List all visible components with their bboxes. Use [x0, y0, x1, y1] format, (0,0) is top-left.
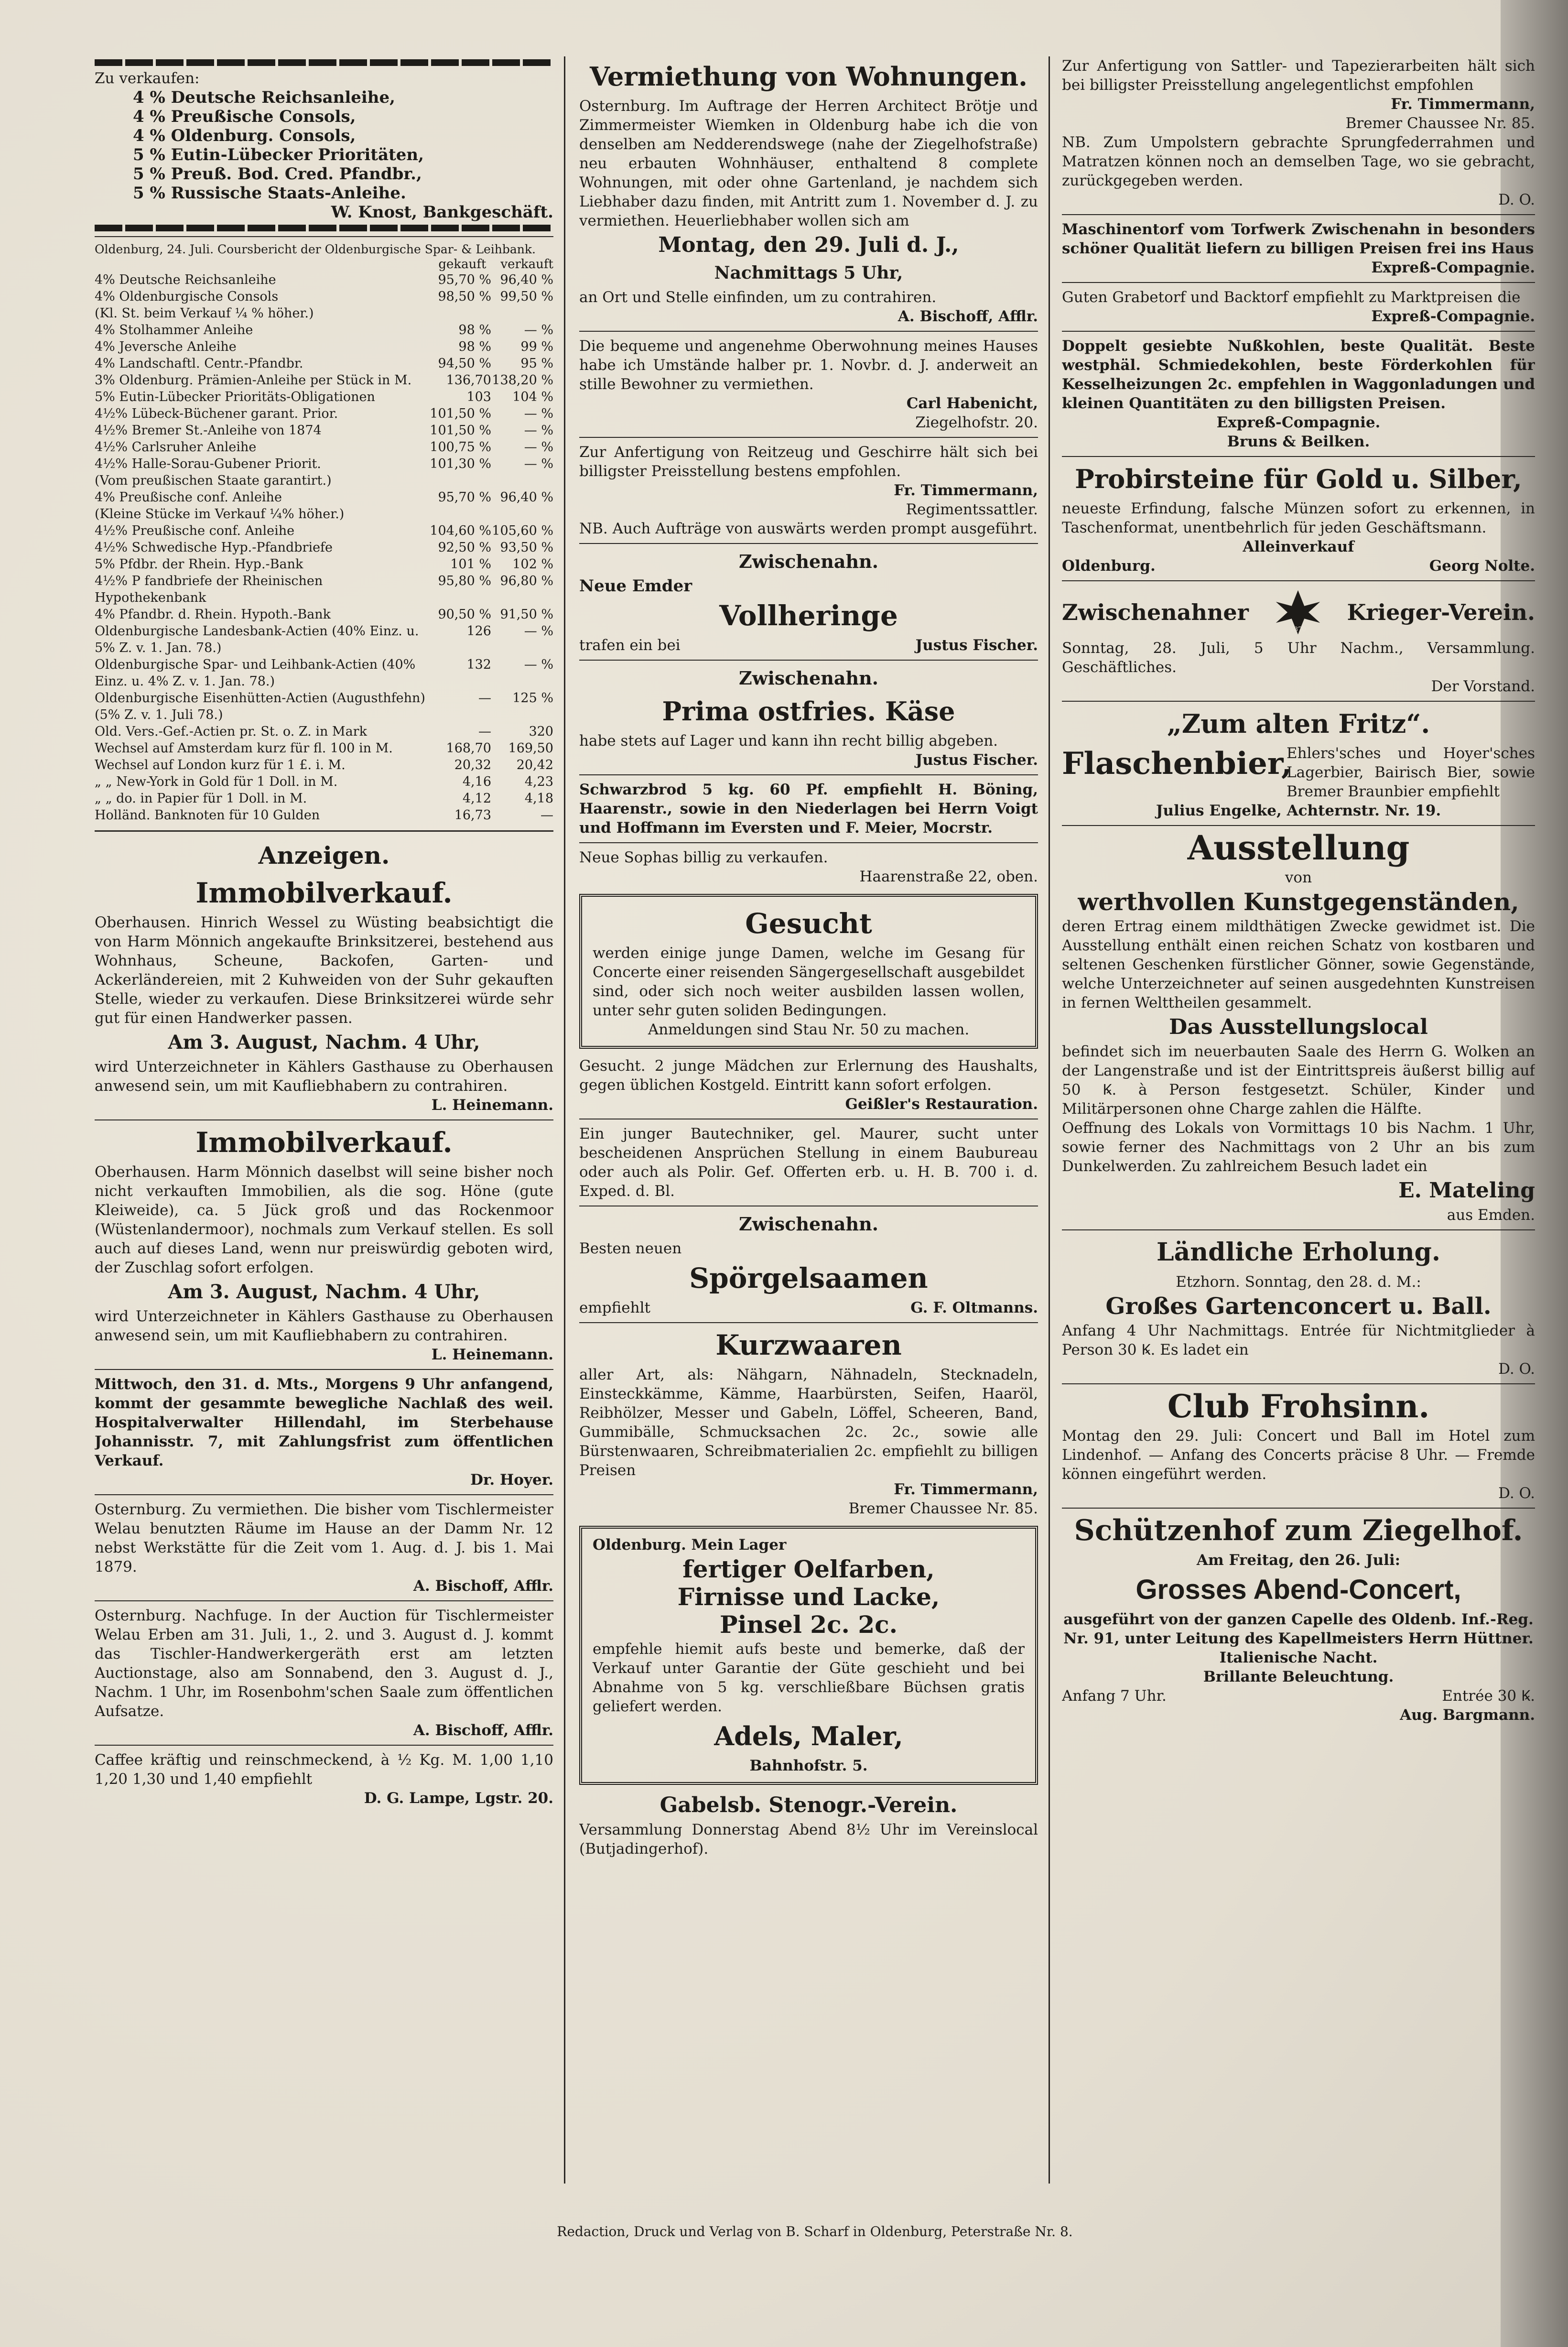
ad-title: Immobilverkauf. [195, 877, 453, 909]
table-row [95, 355, 553, 372]
table-cell-bought: 20,32 [454, 758, 491, 772]
table-cell-name: 4½% Lübeck-Büchener garant. Prior. [95, 406, 338, 421]
ad-title: Vollheringe [719, 599, 898, 632]
table-cell-name: (Kleine Stücke im Verkauf ¼% höher.) [95, 507, 345, 522]
ad-text: Sonntag, 28. Juli, 5 Uhr Nachm., Versammlung. Geschäftliches. [1062, 640, 1535, 676]
table-row [95, 422, 553, 439]
table-row [95, 288, 553, 305]
ad-title: Großes Gartenconcert u. Ball. [1105, 1293, 1492, 1320]
kurs-title: Oldenburg, 24. Juli. Coursbericht der Oldenburgische Spar- & Leihbank. [95, 242, 536, 256]
ad-text: aller Art, als: Nähgarn, Nähnadeln, Stecknadeln, Einsteckkämme, Kämme, Haarbürsten, Seifen, Haaröl, Reibhölzer, Messer und Gabeln, Löffel, Scheeren, Band, Gummibälle, Schmucksachen 2c. 2c., sowie alle Bürstenwaaren, Schreibmaterialien 2c. empfiehlt zu billigen Preisen [579, 1366, 1038, 1479]
divider [579, 660, 1038, 661]
table-cell-name: 5% Eutin-Lübecker Prioritäts-Obligationen [95, 390, 375, 404]
divider [95, 830, 553, 832]
signature-address: aus Emden. [1447, 1206, 1535, 1224]
signature: Expreß-Compagnie. [1216, 414, 1381, 431]
iron-cross-icon [1272, 586, 1324, 639]
divider [579, 774, 1038, 775]
ad-line [1062, 556, 1535, 576]
ad-title: Vermiethung von Wohnungen. [590, 61, 1027, 92]
list-item: 4 % Preußische Consols, [133, 107, 356, 126]
imprint-footer: Redaction, Druck und Verlag von B. Scharf in Oldenburg, Peterstraße Nr. 8. [557, 2224, 1073, 2239]
column-1 [95, 56, 553, 2179]
ad-subtitle: Das Ausstellungslocal [1169, 1015, 1428, 1039]
table-cell-name: 4% Jeversche Anleihe [95, 339, 237, 354]
signature: A. Bischoff, Afflr. [413, 1722, 553, 1739]
ad-text: Anfang 4 Uhr Nachmittags. Entrée für Nichtmitglieder à Person 30 Ꝃ. Es ladet ein [1062, 1322, 1535, 1358]
table-row [95, 790, 553, 807]
ad-box [579, 894, 1038, 1049]
ad-text: Oeffnung des Lokals von Vormittags 10 bis Nachm. 1 Uhr, sowie ferner des Nachmittags von 2 Uhr an bis zum Dunkelwerden. Zu zahlreichem Besuch ladet ein [1062, 1119, 1535, 1175]
list-item: 5 % Russische Staats-Anleihe. [133, 184, 406, 203]
table-cell-bought: 101,30 % [430, 456, 491, 471]
divider [1062, 282, 1535, 283]
ad-text: Zur Anfertigung von Sattler- und Tapezierarbeiten hält sich bei billigster Preisstellung angelegentlichst empfohlen [1062, 57, 1535, 94]
table-row [95, 305, 553, 322]
table-row [95, 506, 553, 522]
table-cell-sold: — [541, 808, 553, 823]
table-row [95, 322, 553, 338]
table-cell-sold: 125 % [512, 691, 553, 706]
table-cell-sold: 95 % [520, 356, 553, 371]
table-cell-name: Holländ. Banknoten für 10 Gulden [95, 808, 320, 823]
table-cell-bought: 126 [466, 624, 491, 639]
divider [95, 1600, 553, 1601]
table-row [95, 556, 553, 573]
krieger-header [1062, 586, 1535, 639]
divider [1062, 331, 1535, 332]
ad-text: Ein junger Bautechniker, gel. Maurer, sucht unter bescheidenen Ansprüchen Stellung in einem Baubureau oder auch als Polir. Gef. Offerten erb. u. H. B. 700 i. d. Exped. d. Bl. [579, 1125, 1038, 1200]
ad-text: Entrée 30 Ꝃ. [1442, 1687, 1535, 1705]
table-cell-name: Oldenburgische Spar- und Leihbank-Actien (40% Einz. u. 4% Z. v. 1. Jan. 78.) [95, 657, 416, 689]
ad-text: an Ort und Stelle einfinden, um zu contrahiren. [579, 289, 937, 306]
divider [1062, 456, 1535, 457]
ad-text: Anmeldungen sind Stau Nr. 50 zu machen. [648, 1021, 970, 1038]
table-cell-sold: 4,23 [524, 774, 553, 789]
ad-text: Oldenburg. Mein Lager [593, 1536, 787, 1554]
table-row [95, 773, 553, 790]
table-row [95, 723, 553, 740]
table-cell-bought [429, 506, 491, 522]
table-row [95, 405, 553, 422]
ad-title: Schützenhof zum Ziegelhof. [1074, 1514, 1523, 1547]
ad-text: Osternburg. Zu vermiethen. Die bisher vom Tischlermeister Welau benutzten Räume im Hause an der Damm Nr. 12 nebst Werkstätte für die Zeit vom 1. Aug. d. J. bis 1. Mai 1879. [95, 1501, 553, 1576]
table-cell-sold [491, 506, 553, 522]
ad-text: Guten Grabetorf und Backtorf empfiehlt zu Marktpreisen die [1062, 289, 1521, 306]
ad-text: deren Ertrag einem mildthätigen Zwecke gewidmet ist. Die Ausstellung enthält einen reichen Schatz von kostbaren und seltenen Geschenken fürstlicher Gönner, sowie Gegenstände, welche Unterzeichneter auf seinen ausgedehnten Kunstreisen in fernen Welttheilen gesammelt. [1062, 918, 1535, 1011]
table-cell-sold: 20,42 [516, 758, 553, 772]
list-item: 4 % Deutsche Reichsanleihe, [133, 88, 395, 107]
table-cell-name: 4% Deutsche Reichsanleihe [95, 272, 276, 287]
signature: E. Mateling [1398, 1178, 1535, 1203]
table-row [95, 807, 553, 824]
divider [1062, 214, 1535, 215]
divider [95, 1369, 553, 1370]
divider [95, 1119, 553, 1120]
ad-text: wird Unterzeichneter in Kählers Gasthause zu Oberhausen anwesend sein, um mit Kaufliebhabern zu contrahiren. [95, 1308, 553, 1344]
table-row [95, 472, 553, 489]
signature-address: Bahnhofstr. 5. [749, 1757, 868, 1774]
column-2 [579, 56, 1038, 2179]
signature: Fr. Timmermann, [894, 482, 1038, 499]
ad-text: Mittwoch, den 31. d. Mts., Morgens 9 Uhr anfangend, kommt der gesammte bewegliche Nachlaß des weil. Hospitalverwalter Hillendahl, im Sterbehause Johannisstr. 7, mit Zahlungsfrist zum öffentlichen Verkauf. [95, 1376, 553, 1469]
ad-title: Gesucht [745, 907, 872, 940]
ad-date: Am Freitag, den 26. Juli: [1196, 1552, 1401, 1569]
ad-title: Probirsteine für Gold u. Silber, [1075, 464, 1522, 494]
table-cell-bought: 103 [466, 390, 491, 404]
ad-line [1062, 1686, 1535, 1706]
table-cell-name: 4% Preußische conf. Anleihe [95, 490, 282, 505]
ad-box [579, 1526, 1038, 1785]
signature: Fr. Timmermann, [894, 1481, 1038, 1498]
divider [95, 1745, 553, 1746]
signature: Bruns & Beilken. [1227, 433, 1370, 450]
table-row [95, 740, 553, 757]
ad-title: Grosses Abend-Concert, [1135, 1574, 1461, 1605]
signature: L. Heinemann. [431, 1346, 553, 1363]
ad-title: Ländliche Erholung. [1157, 1238, 1440, 1267]
table-cell-sold: 105,60 % [492, 523, 553, 538]
ad-text: Zur Anfertigung von Reitzeug und Geschirre hält sich bei billigster Preisstellung bestens empfohlen. [579, 444, 1038, 480]
table-row [95, 372, 553, 389]
list-item: 4 % Oldenburg. Consols, [133, 126, 356, 145]
table-cell-bought [429, 305, 491, 322]
signature: Fr. Timmermann, [1391, 96, 1535, 113]
ad-text: Etzhorn. Sonntag, den 28. d. M.: [1176, 1273, 1421, 1291]
ad-text: Ehlers'sches und Hoyer'sches Lagerbier, Bairisch Bier, sowie Bremer Braunbier empfiehlt [1287, 745, 1535, 800]
table-cell-bought: 104,60 % [430, 523, 491, 538]
signature-role: Regimentssattler. [906, 501, 1038, 518]
ad-text: Oberhausen. Hinrich Wessel zu Wüsting beabsichtigt die von Harm Mönnich angekaufte Brinksitzerei, bestehend aus Wohnhaus, Scheune, Backofen, Garten- und Ackerländereien, mit 2 Kuhweiden von der Suhr gekauften Stelle, wieder zu verkaufen. Diese Brinksitzerei würde sehr gut für einen Handwerker passen. [95, 914, 553, 1027]
ad-text: befindet sich im neuerbauten Saale des Herrn G. Wolken an der Langenstraße und ist der Eintrittspreis äußerst billig auf 50 Ꝃ. à Person festgesetzt. Schüler, Kinder und Militärpersonen ohne Charge zahlen die Hälfte. [1062, 1043, 1535, 1118]
table-cell-name: 4% Stolhammer Anleihe [95, 323, 253, 337]
divider [95, 1494, 553, 1495]
section-title: Anzeigen. [258, 841, 390, 869]
list-item: 5 % Preuß. Bod. Cred. Pfandbr., [133, 164, 422, 184]
table-cell-bought: 98,50 % [438, 289, 491, 304]
ad-date: Am 3. August, Nachm. 4 Uhr, [168, 1281, 480, 1303]
table-cell-bought: — [478, 691, 491, 706]
table-cell-name: (Kl. St. beim Verkauf ¼ % höher.) [95, 306, 314, 321]
ad-text: Doppelt gesiebte Nußkohlen, beste Qualität. Beste westphäl. Schmiedekohlen, beste Förderkohlen für Kesselheizungen 2c. empfehlen in Waggonladungen und kleinen Quantitäten zu den billigsten Preisen. [1062, 337, 1535, 412]
signature: Haarenstraße 22, oben. [859, 868, 1038, 885]
kurs-head-sold: verkauft [500, 257, 553, 272]
table-cell-name: 4% Oldenburgische Consols [95, 289, 279, 304]
ad-title: Flaschenbier, [1062, 746, 1292, 782]
ad-time: Nachmittags 5 Uhr, [714, 263, 903, 283]
table-cell-bought: 90,50 % [438, 607, 491, 622]
ad-title: Firnisse und Lacke, [677, 1583, 940, 1611]
table-cell-bought: 101 % [450, 557, 491, 572]
kurs-table [95, 272, 553, 824]
ad-text: wird Unterzeichneter in Kählers Gasthause zu Oberhausen anwesend sein, um mit Kaufliebhabern zu contrahiren. [95, 1058, 553, 1095]
table-cell-sold: — % [524, 406, 553, 421]
table-cell-name: Oldenburgische Eisenhütten-Actien (Augusthfehn) (5% Z. v. 1. Juli 78.) [95, 691, 425, 722]
signature: Expreß-Compagnie. [1371, 308, 1535, 325]
table-cell-name: Old. Vers.-Gef.-Actien pr. St. o. Z. in Mark [95, 724, 367, 739]
divider [1062, 580, 1535, 581]
ad-title: Ausstellung [1187, 828, 1410, 868]
decorative-rule [95, 225, 553, 231]
ad-title: Zwischenahner [1062, 599, 1249, 625]
signature: D. O. [1498, 191, 1535, 208]
table-cell-name: 4½% Bremer St.-Anleihe von 1874 [95, 423, 322, 438]
divider [579, 331, 1038, 332]
ad-title: Krieger-Verein. [1347, 599, 1535, 625]
signature: Adels, Maler, [714, 1721, 903, 1751]
ad-title: fertiger Oelfarben, [682, 1555, 935, 1583]
table-row [95, 389, 553, 405]
ad-title: „Zum alten Fritz“. [1167, 708, 1430, 739]
signature: D. G. Lampe, Lgstr. 20. [364, 1790, 553, 1807]
ad-text: Neue Emder [579, 576, 692, 596]
table-row [95, 338, 553, 355]
ad-text: empfehle hiemit aufs beste und bemerke, daß der Verkauf unter Garantie der Güte geschieht und bei Abnahme von 5 kg. verschließbare Büchsen gratis geliefert werden. [593, 1641, 1025, 1715]
divider [579, 543, 1038, 544]
signature: L. Heinemann. [431, 1097, 553, 1114]
table-row [95, 623, 553, 656]
ad-text: NB. Zum Umpolstern gebrachte Sprungfederrahmen und Matratzen können noch an demselben Tage, wo sie gebracht, zurückgegeben werden. [1062, 134, 1535, 189]
ad-title: Prima ostfries. Käse [662, 696, 955, 727]
divider [1062, 1229, 1535, 1230]
table-cell-bought: 95,80 % [438, 574, 491, 588]
table-cell-name: 5% Pfdbr. der Rhein. Hyp.-Bank [95, 557, 303, 572]
table-cell-bought: 98 % [458, 323, 491, 337]
table-cell-name: 4½% Halle-Sorau-Gubener Priorit. [95, 456, 321, 471]
table-cell-bought: 101,50 % [430, 423, 491, 438]
decorative-rule [95, 59, 553, 66]
signature: Julius Engelke, Achternstr. Nr. 19. [1156, 802, 1441, 819]
table-cell-name: Wechsel auf London kurz für 1 £. i. M. [95, 758, 346, 772]
ad-text: Die bequeme und angenehme Oberwohnung meines Hauses habe ich Umstände halber pr. 1. Novbr. d. J. anderweit an stille Bewohner zu vermiethen. [579, 337, 1038, 393]
ad-place: Zwischenahn. [739, 551, 878, 572]
divider [1062, 1383, 1535, 1384]
column-rule [564, 56, 565, 2184]
ad-text: Anfang 7 Uhr. [1062, 1687, 1167, 1705]
table-cell-sold: 102 % [512, 557, 553, 572]
ad-place: Zwischenahn. [739, 667, 878, 689]
table-cell-name: 4½% P fandbriefe der Rheinischen Hypothekenbank [95, 574, 323, 605]
table-cell-bought: 92,50 % [438, 540, 491, 555]
table-row [95, 456, 553, 472]
table-cell-name: 4½% Carlsruher Anleihe [95, 440, 257, 455]
signature: A. Bischoff, Afflr. [898, 308, 1038, 325]
ad-line [579, 636, 1038, 655]
ad-text: NB. Auch Aufträge von auswärts werden prompt ausgeführt. [579, 520, 1038, 537]
table-cell-sold: 99,50 % [500, 289, 553, 304]
bonds-intro: Zu verkaufen: [95, 70, 200, 87]
signature: D. O. [1498, 1485, 1535, 1502]
flaschen-block [1062, 744, 1535, 801]
table-cell-sold: — % [524, 423, 553, 438]
table-cell-bought: 132 [466, 657, 491, 672]
table-cell-sold: 320 [529, 724, 553, 739]
table-cell-sold [491, 472, 553, 489]
divider [579, 1322, 1038, 1323]
table-row [95, 656, 553, 690]
table-cell-name: „ „ New-York in Gold für 1 Doll. in M. [95, 774, 338, 789]
ad-title: Spörgelsaamen [689, 1262, 928, 1294]
ad-date: Am 3. August, Nachm. 4 Uhr, [168, 1031, 480, 1054]
ad-text: Besten neuen [579, 1240, 682, 1257]
ad-title: Kurzwaaren [715, 1329, 902, 1361]
table-row [95, 539, 553, 556]
table-row [95, 573, 553, 606]
ad-text: werden einige junge Damen, welche im Gesang für Concerte einer reisenden Sängergesellschaft ausgebildet sind, oder sich noch weiter ausbilden lassen wollen, unter sehr guten soliden Bedingungen. [593, 945, 1025, 1019]
signature-address: Ziegelhofstr. 20. [915, 414, 1038, 431]
table-cell-sold: 138,20 % [492, 373, 553, 388]
table-cell-sold: — % [524, 624, 553, 639]
ad-text: Brillante Beleuchtung. [1203, 1668, 1394, 1685]
ad-text: Neue Sophas billig zu verkaufen. [579, 849, 828, 866]
ad-text: Versammlung Donnerstag Abend 8½ Uhr im Vereinslocal (Butjadingerhof). [579, 1821, 1038, 1858]
ad-subtitle: werthvollen Kunstgegenständen, [1078, 888, 1519, 916]
bonds-list [95, 88, 553, 203]
ad-text: Oberhausen. Harm Mönnich daselbst will seine bisher noch nicht verkauften Immobilien, als die sog. Höne (gute Kleiweide), ca. 5 Jück groß und das Rockenmoor (Wüstenlandermoor), nochmals zum Verkauf stellen. Es soll auch auf dieses Land, wenn nur preiswürdig geboten wird, der Zuschlag sofort erfolgen. [95, 1163, 553, 1276]
ad-text: Osternburg. Nachfuge. In der Auction für Tischlermeister Welau Erben am 31. Juli, 1., 2. und 3. August d. J. kommt das Tischler-Handwerkergeräth erst am letzten Auctionstage, also am Sonnabend, den 3. August d. J., Nachm. 1 Uhr, im Rosenbohm'schen Saale zum öffentlichen Aufsatze. [95, 1607, 553, 1720]
ad-place: Zwischenahn. [739, 1213, 878, 1235]
ad-title: Gabelsb. Stenogr.-Verein. [660, 1793, 958, 1817]
table-cell-name: 3% Oldenburg. Prämien-Anleihe per Stück in M. [95, 373, 412, 388]
signature: Justus Fischer. [915, 751, 1038, 769]
ad-text: habe stets auf Lager und kann ihn recht billig abgeben. [579, 732, 998, 750]
kurs-head-bought: gekauft [438, 257, 487, 272]
table-cell-name: 4½% Schwedische Hyp.-Pfandbriefe [95, 540, 333, 555]
divider [95, 236, 553, 237]
ad-text: Schwarzbrod 5 kg. 60 Pf. empfiehlt H. Böning, Haarenstr., sowie in den Niederlagen bei Herrn Voigt und Hoffmann im Eversten und F. Meier, Mocrstr. [579, 781, 1038, 837]
table-cell-name: 4% Landschaftl. Centr.-Pfandbr. [95, 356, 303, 371]
cross-year: 1870 [1289, 626, 1306, 633]
table-cell-bought: 4,16 [462, 774, 491, 789]
signature: Aug. Bargmann. [1400, 1706, 1535, 1724]
signature: Geißler's Restauration. [845, 1096, 1038, 1113]
table-cell-bought: 95,70 % [438, 272, 491, 287]
table-cell-bought: 168,70 [446, 741, 491, 756]
table-cell-sold: 99 % [520, 339, 553, 354]
ad-title: Pinsel 2c. 2c. [720, 1610, 898, 1639]
kurs-header [95, 257, 553, 272]
table-cell-sold: 93,50 % [500, 540, 553, 555]
table-cell-bought: 4,12 [462, 791, 491, 806]
ad-text: ausgeführt von der ganzen Capelle des Oldenb. Inf.-Reg. Nr. 91, unter Leitung des Kapellmeisters Herrn Hüttner. [1063, 1611, 1534, 1647]
ad-text: empfiehlt [579, 1299, 650, 1316]
table-cell-sold [491, 305, 553, 322]
table-cell-bought: 95,70 % [438, 490, 491, 505]
table-cell-bought: 94,50 % [438, 356, 491, 371]
column-rule [1049, 56, 1050, 2184]
table-cell-bought: 101,50 % [430, 406, 491, 421]
signature: A. Bischoff, Afflr. [413, 1577, 553, 1595]
list-item: 5 % Eutin-Lübecker Prioritäten, [133, 145, 424, 164]
ad-text: Osternburg. Im Auftrage der Herren Architect Brötje und Zimmermeister Wiemken in Oldenburg habe ich die von denselben am Nedderendswege (nahe der Ziegelhofstraße) neu erbauten Wohnhäuser, enthaltend 8 complete Wohnungen, mit oder ohne Gartenland, je nachdem sich Liebhaber dazu finden, mit Antritt zum 1. November d. J. zu vermiethen. Heuerliebhaber wollen sich am [579, 98, 1038, 229]
table-cell-bought: 136,70 [446, 373, 491, 388]
table-cell-bought [429, 472, 491, 489]
ad-place: Oldenburg. [1062, 557, 1156, 575]
ad-text: von [1285, 869, 1312, 886]
signature: Expreß-Compagnie. [1371, 259, 1535, 276]
table-row [95, 489, 553, 506]
table-row [95, 439, 553, 456]
ad-text: Montag den 29. Juli: Concert und Ball im Hotel zum Lindenhof. — Anfang des Concerts präcise 8 Uhr. — Fremde können eingeführt werden. [1062, 1427, 1535, 1483]
signature: W. Knost, Bankgeschäft. [331, 203, 553, 222]
table-cell-sold: — % [524, 456, 553, 471]
table-cell-sold: 169,50 [508, 741, 553, 756]
table-cell-sold: 96,40 % [500, 490, 553, 505]
table-cell-sold: 91,50 % [500, 607, 553, 622]
table-cell-sold: — % [524, 323, 553, 337]
table-cell-sold: 96,80 % [500, 574, 553, 588]
ad-title: Immobilverkauf. [195, 1126, 453, 1159]
table-row [95, 690, 553, 723]
table-row [95, 757, 553, 773]
divider [579, 842, 1038, 843]
ad-text: Caffee kräftig und reinschmeckend, à ½ Kg. M. 1,00 1,10 1,20 1,30 und 1,40 empfiehlt [95, 1751, 553, 1788]
table-cell-sold: 4,18 [524, 791, 553, 806]
ad-text: Italienische Nacht. [1219, 1649, 1378, 1666]
divider [579, 437, 1038, 438]
table-cell-sold: — % [524, 440, 553, 455]
column-3 [1062, 56, 1535, 2179]
ad-date: Montag, den 29. Juli d. J., [658, 233, 959, 257]
ad-title: Club Frohsinn. [1167, 1388, 1430, 1425]
ad-line [579, 1298, 1038, 1317]
signature: G. F. Oltmanns. [910, 1299, 1038, 1316]
ad-text: Gesucht. 2 junge Mädchen zur Erlernung des Haushalts, gegen üblichen Kostgeld. Eintritt kann sofort erfolgen. [579, 1057, 1038, 1094]
table-row [95, 606, 553, 623]
table-cell-name: Wechsel auf Amsterdam kurz für fl. 100 in M. [95, 741, 393, 756]
signature-address: Bremer Chaussee Nr. 85. [848, 1500, 1038, 1517]
table-cell-name: (Vom preußischen Staate garantirt.) [95, 473, 332, 488]
ad-text: Maschinentorf vom Torfwerk Zwischenahn in besonders schöner Qualität liefern zu billigen Preisen frei ins Haus [1062, 221, 1535, 257]
divider [1062, 825, 1535, 826]
ad-text: neueste Erfindung, falsche Münzen sofort zu erkennen, in Taschenformat, unentbehrlich für jeden Geschäftsmann. [1062, 500, 1535, 536]
divider [1062, 701, 1535, 702]
table-cell-bought: 100,75 % [430, 440, 491, 455]
table-cell-sold: 96,40 % [500, 272, 553, 287]
table-cell-bought: 98 % [458, 339, 491, 354]
table-cell-sold: — % [524, 657, 553, 672]
table-cell-name: „ „ do. in Papier für 1 Doll. in M. [95, 791, 307, 806]
signature: Carl Habenicht, [906, 395, 1038, 412]
table-cell-bought: 16,73 [454, 808, 491, 823]
table-cell-name: Oldenburgische Landesbank-Actien (40% Einz. u. 5% Z. v. 1. Jan. 78.) [95, 624, 419, 655]
divider [1062, 1508, 1535, 1509]
table-cell-name: 4% Pfandbr. d. Rhein. Hypoth.-Bank [95, 607, 331, 622]
signature: Der Vorstand. [1431, 678, 1535, 695]
table-cell-name: 4½% Preußische conf. Anleihe [95, 523, 295, 538]
table-cell-sold: 104 % [512, 390, 553, 404]
table-row [95, 272, 553, 288]
ad-text: trafen ein bei [579, 637, 681, 654]
signature: D. O. [1498, 1360, 1535, 1378]
signature: Georg Nolte. [1429, 557, 1535, 575]
table-cell-bought: — [478, 724, 491, 739]
ad-text: Alleinverkauf [1243, 538, 1354, 555]
signature: Justus Fischer. [915, 637, 1038, 654]
signature: Dr. Hoyer. [470, 1471, 553, 1489]
signature-address: Bremer Chaussee Nr. 85. [1345, 115, 1535, 132]
table-row [95, 522, 553, 539]
